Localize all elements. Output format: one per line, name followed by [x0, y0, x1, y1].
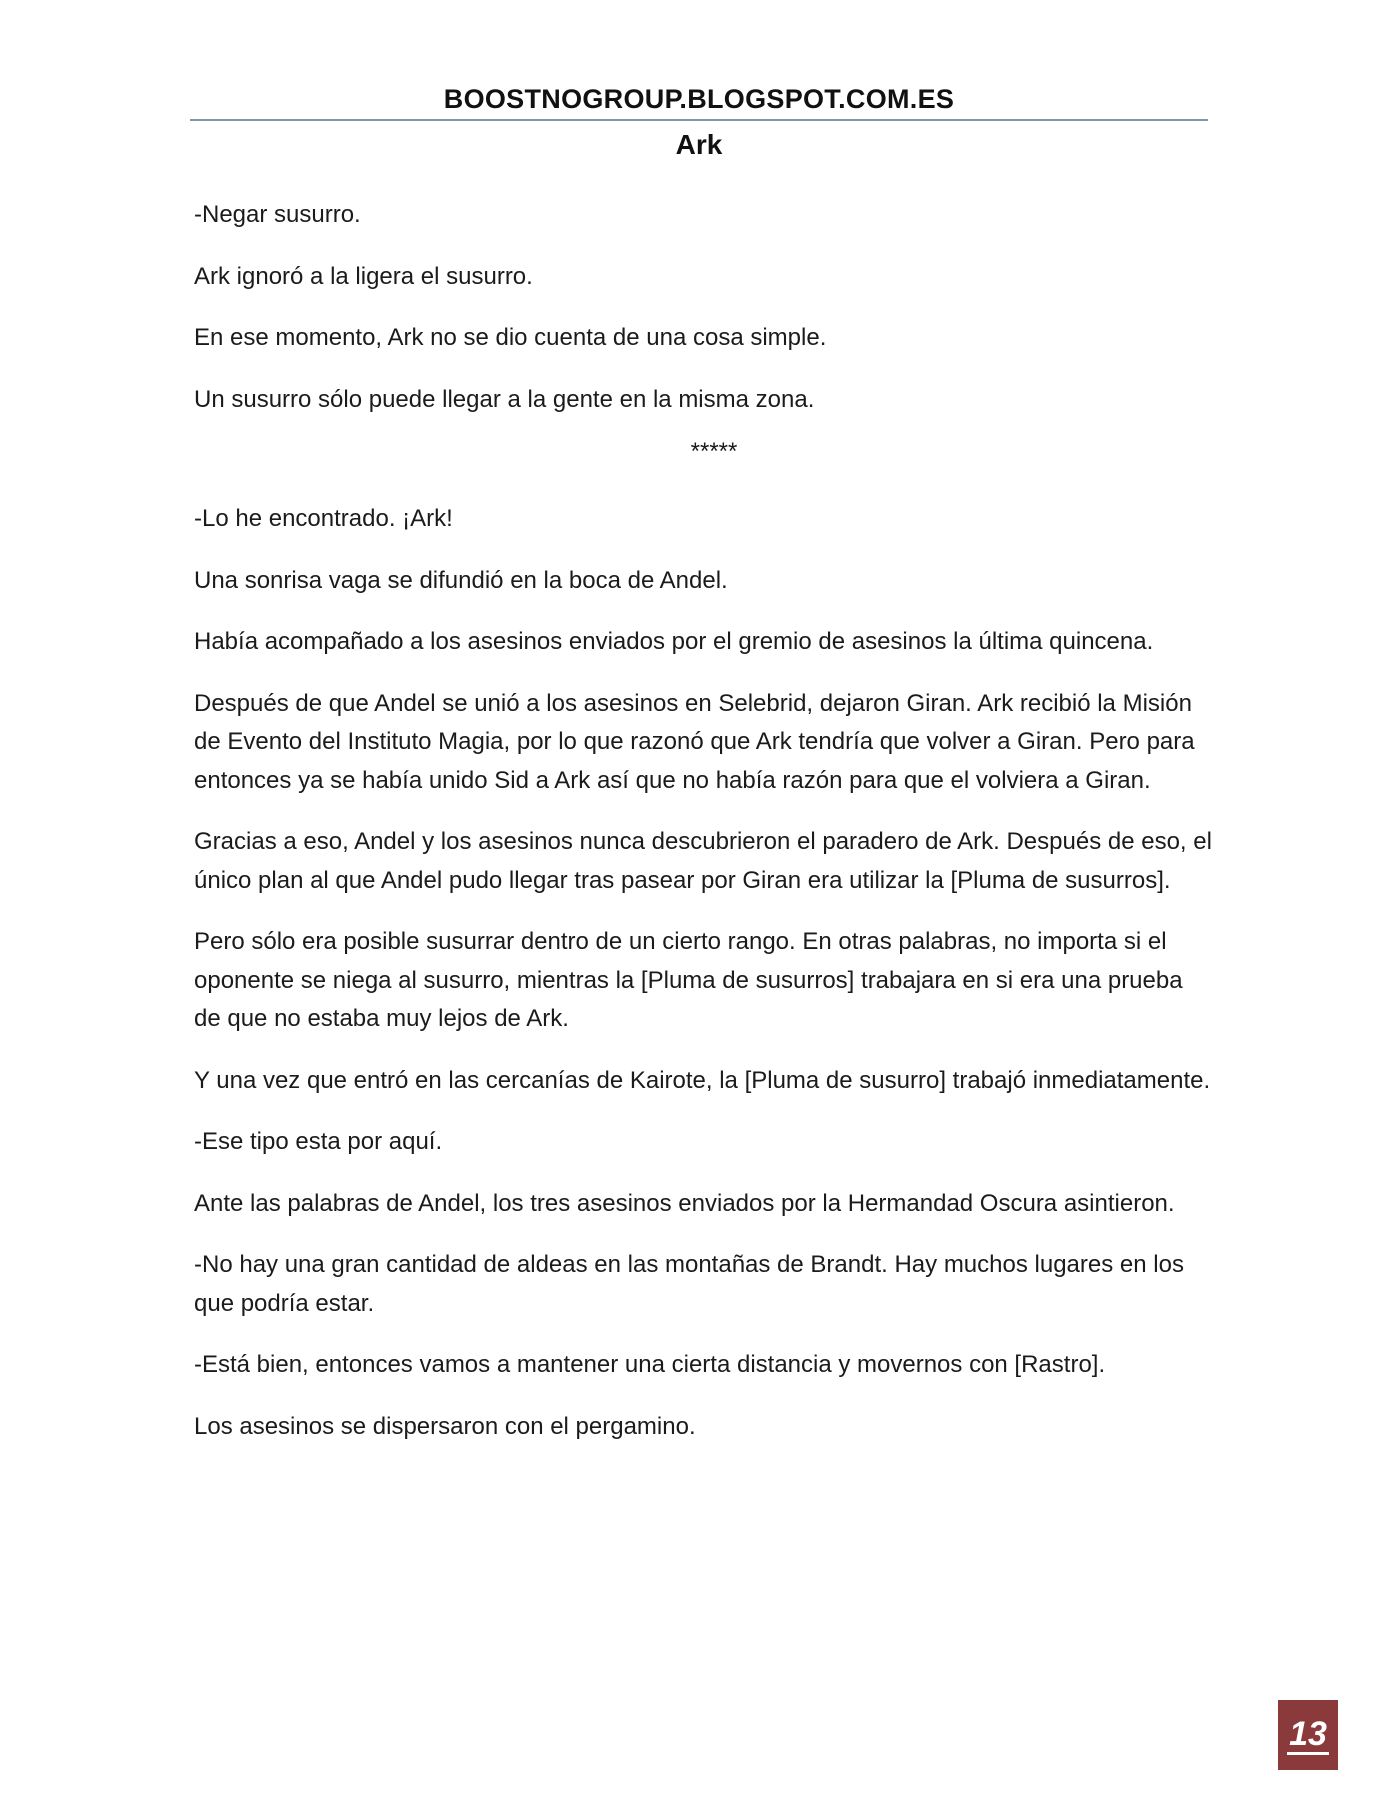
paragraph: Y una vez que entró en las cercanías de Kairote, la [Pluma de susurro] trabajó inmediatamente.	[194, 1066, 1211, 1094]
paragraph: -Lo he encontrado. ¡Ark!	[194, 505, 453, 532]
paragraph: Ark ignoró a la ligera el susurro.	[194, 262, 533, 290]
section-separator: *****	[690, 438, 738, 465]
paragraph: Los asesinos se dispersaron con el pergamino.	[194, 1412, 696, 1440]
paragraph: Un susurro sólo puede llegar a la gente en la misma zona.	[194, 385, 815, 413]
paragraph: Ante las palabras de Andel, los tres asesinos enviados por la Hermandad Oscura asintieron.	[194, 1189, 1175, 1217]
document-body	[194, 196, 1214, 1469]
page-header	[190, 84, 1208, 161]
chapter-title: Ark	[675, 129, 723, 160]
header-divider	[190, 119, 1208, 121]
page-number: 13	[1289, 1714, 1327, 1753]
site-title: BOOSTNOGROUP.BLOGSPOT.COM.ES	[443, 84, 955, 114]
paragraph: Gracias a eso, Andel y los asesinos nunca descubrieron el paradero de Ark. Después de eso, el único plan al que Andel pudo llegar tras pasear por Giran era utilizar la [Pluma de susurros].	[194, 828, 1212, 894]
paragraph: Había acompañado a los asesinos enviados por el gremio de asesinos la última quincena.	[194, 628, 1154, 655]
paragraph: Una sonrisa vaga se difundió en la boca de Andel.	[194, 566, 728, 594]
paragraph: -No hay una gran cantidad de aldeas en las montañas de Brandt. Hay muchos lugares en los que podría estar.	[194, 1251, 1184, 1317]
paragraph: -Está bien, entonces vamos a mantener una cierta distancia y movernos con [Rastro].	[194, 1351, 1106, 1378]
page-number-badge	[1278, 1700, 1338, 1770]
paragraph: En ese momento, Ark no se dio cuenta de una cosa simple.	[194, 324, 827, 351]
paragraph: -Ese tipo esta por aquí.	[194, 1128, 443, 1155]
paragraph: Después de que Andel se unió a los asesinos en Selebrid, dejaron Giran. Ark recibió la Misión de Evento del Instituto Magia, por lo que razonó que Ark tendría que volver a Giran. Pero para entonces ya se había unido Sid a Ark así que no había razón para que el volviera a Giran.	[194, 689, 1195, 794]
paragraph: Pero sólo era posible susurrar dentro de un cierto rango. En otras palabras, no importa si el oponente se niega al susurro, mientras la [Pluma de susurros] trabajara en si era una prueba de que no estaba muy lejos de Ark.	[194, 928, 1183, 1032]
paragraph: -Negar susurro.	[194, 201, 361, 228]
